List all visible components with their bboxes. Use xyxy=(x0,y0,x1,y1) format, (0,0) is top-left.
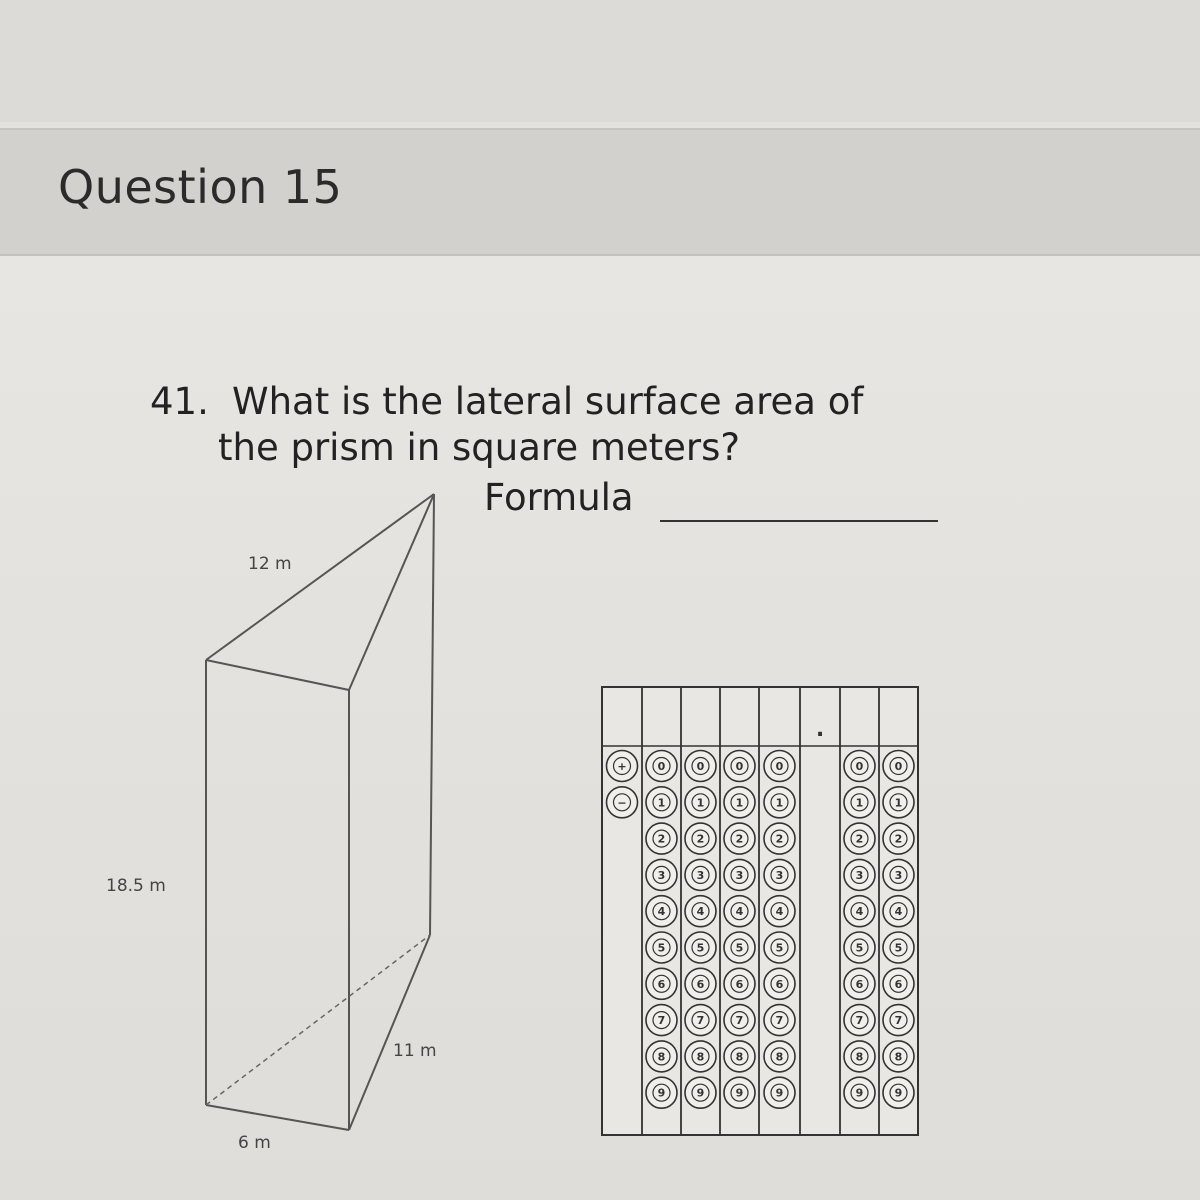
answer-grid-digit-bubble[interactable] xyxy=(844,859,875,890)
answer-grid-digit-bubble[interactable] xyxy=(764,1005,795,1036)
answer-grid-digit-bubble[interactable] xyxy=(764,823,795,854)
bubble-label: 5 xyxy=(775,941,784,955)
answer-grid-digit-bubble[interactable] xyxy=(724,896,755,927)
bubble-label: 3 xyxy=(855,868,864,882)
answer-grid-digit-bubble[interactable] xyxy=(685,1077,716,1108)
answer-grid-digit-bubble[interactable] xyxy=(646,968,677,999)
question-number: 41. xyxy=(150,380,209,423)
bubble-label: 5 xyxy=(855,941,864,955)
bubble-label: 0 xyxy=(894,760,903,773)
bubble-label: 4 xyxy=(696,905,705,919)
answer-grid-digit-bubble[interactable] xyxy=(724,932,755,963)
bubble-label: 0 xyxy=(735,760,744,773)
bubble-label: 7 xyxy=(696,1014,705,1028)
bubble-label: 6 xyxy=(657,977,666,991)
answer-grid-digit-bubble[interactable] xyxy=(724,787,755,818)
answer-grid-digit-bubble[interactable] xyxy=(646,751,677,782)
answer-grid-sign-bubble[interactable] xyxy=(607,787,638,818)
answer-grid-digit-bubble[interactable] xyxy=(883,823,914,854)
answer-grid-digit-bubble[interactable] xyxy=(883,1041,914,1072)
bubble-label: 5 xyxy=(696,941,705,955)
answer-grid-digit-bubble[interactable] xyxy=(646,823,677,854)
answer-grid-digit-bubble[interactable] xyxy=(646,1041,677,1072)
bubble-label: 4 xyxy=(657,905,666,919)
answer-grid-digit-bubble[interactable] xyxy=(883,932,914,963)
question-text-line-2: the prism in square meters? xyxy=(218,426,741,469)
answer-grid-digit-bubble[interactable] xyxy=(724,1041,755,1072)
answer-grid-digit-bubble[interactable] xyxy=(685,823,716,854)
answer-grid-entry-box[interactable] xyxy=(722,689,757,744)
answer-grid-digit-bubble[interactable] xyxy=(883,859,914,890)
bubble-label: 3 xyxy=(894,868,903,882)
answer-grid-digit-bubble[interactable] xyxy=(844,751,875,782)
answer-grid-digit-bubble[interactable] xyxy=(685,1005,716,1036)
answer-grid-digit-bubble[interactable] xyxy=(844,1077,875,1108)
answer-grid-digit-bubble[interactable] xyxy=(685,787,716,818)
bubble-label: 8 xyxy=(775,1050,784,1064)
bubble-label: 9 xyxy=(775,1086,784,1100)
answer-grid-digit-bubble[interactable] xyxy=(844,896,875,927)
bubble-label: − xyxy=(617,796,627,810)
question-title: Question 15 xyxy=(58,160,343,214)
answer-grid-digit-bubble[interactable] xyxy=(724,823,755,854)
answer-grid-digit-bubble[interactable] xyxy=(764,1041,795,1072)
answer-grid-decimal-point: . xyxy=(815,717,825,742)
bubble-label: 0 xyxy=(696,760,705,773)
formula-label: Formula xyxy=(484,476,634,519)
bubble-label: 0 xyxy=(775,760,784,773)
answer-grid-digit-bubble[interactable] xyxy=(646,932,677,963)
bubble-label: 9 xyxy=(657,1086,666,1100)
answer-grid-digit-bubble[interactable] xyxy=(844,1005,875,1036)
answer-grid-entry-box[interactable] xyxy=(881,689,916,744)
answer-grid-digit-bubble[interactable] xyxy=(844,932,875,963)
answer-grid-digit-bubble[interactable] xyxy=(764,968,795,999)
answer-grid-digit-bubble[interactable] xyxy=(844,787,875,818)
answer-grid-entry-box[interactable] xyxy=(761,689,798,744)
answer-grid-digit-bubble[interactable] xyxy=(764,787,795,818)
bubble-label: 4 xyxy=(894,905,903,919)
bubble-label: 8 xyxy=(657,1050,666,1064)
bubble-label: 7 xyxy=(855,1014,864,1028)
bubble-label: 9 xyxy=(855,1086,864,1100)
answer-grid-digit-bubble[interactable] xyxy=(685,968,716,999)
answer-grid-digit-bubble[interactable] xyxy=(764,896,795,927)
bubble-label: 6 xyxy=(775,977,784,991)
answer-grid-digit-bubble[interactable] xyxy=(685,859,716,890)
answer-grid-entry-box[interactable] xyxy=(644,689,679,744)
bubble-label: 4 xyxy=(735,905,744,919)
bubble-label: 5 xyxy=(657,941,666,955)
answer-grid-entry-box[interactable] xyxy=(604,689,640,744)
question-text-line-1: What is the lateral surface area of xyxy=(232,380,864,423)
answer-grid-digit-bubble[interactable] xyxy=(883,968,914,999)
bubble-label: 1 xyxy=(855,796,864,810)
answer-grid-digit-bubble[interactable] xyxy=(724,1077,755,1108)
answer-grid-entry-box[interactable] xyxy=(842,689,877,744)
bubble-label: 1 xyxy=(696,796,705,810)
answer-grid-digit-bubble[interactable] xyxy=(685,932,716,963)
answer-grid-digit-bubble[interactable] xyxy=(883,751,914,782)
bubble-label: 7 xyxy=(657,1014,666,1028)
answer-grid-digit-bubble[interactable] xyxy=(764,932,795,963)
bubble-label: 6 xyxy=(894,977,903,991)
answer-grid-digit-bubble[interactable] xyxy=(764,859,795,890)
bubble-label: 6 xyxy=(855,977,864,991)
answer-grid-digit-bubble[interactable] xyxy=(883,896,914,927)
answer-grid-digit-bubble[interactable] xyxy=(646,859,677,890)
bubble-label: 2 xyxy=(735,832,744,846)
bubble-label: 1 xyxy=(657,796,666,810)
bubble-label: 8 xyxy=(735,1050,744,1064)
label-top-edge: 12 m xyxy=(248,554,292,574)
answer-grid-sign-bubble[interactable] xyxy=(607,751,638,782)
bubble-label: 1 xyxy=(894,796,903,810)
bubble-label: 2 xyxy=(775,832,784,846)
label-side-edge: 11 m xyxy=(393,1041,437,1061)
bubble-label: 8 xyxy=(894,1050,903,1064)
answer-grid-digit-bubble[interactable] xyxy=(764,1077,795,1108)
answer-grid-digit-bubble[interactable] xyxy=(646,1077,677,1108)
label-base-edge: 6 m xyxy=(238,1133,271,1153)
bubble-label: 9 xyxy=(735,1086,744,1100)
bubble-label: 3 xyxy=(657,868,666,882)
answer-grid-digit-bubble[interactable] xyxy=(724,859,755,890)
label-height: 18.5 m xyxy=(106,876,166,896)
bubble-label: 4 xyxy=(855,905,864,919)
bubble-label: 9 xyxy=(696,1086,705,1100)
bubble-label: 2 xyxy=(696,832,705,846)
answer-grid-digit-bubble[interactable] xyxy=(646,896,677,927)
answer-grid-digit-bubble[interactable] xyxy=(724,751,755,782)
answer-grid-entry-box[interactable] xyxy=(683,689,718,744)
answer-grid-digit-bubble[interactable] xyxy=(844,823,875,854)
bubble-label: 1 xyxy=(735,796,744,810)
bubble-label: 6 xyxy=(735,977,744,991)
bubble-label: 7 xyxy=(735,1014,744,1028)
bubble-label: 5 xyxy=(735,941,744,955)
bubble-label: 8 xyxy=(855,1050,864,1064)
answer-grid-digit-bubble[interactable] xyxy=(724,1005,755,1036)
bubble-label: 3 xyxy=(696,868,705,882)
bubble-label: 6 xyxy=(696,977,705,991)
answer-grid-digit-bubble[interactable] xyxy=(685,896,716,927)
answer-grid-digit-bubble[interactable] xyxy=(724,968,755,999)
answer-grid-digit-bubble[interactable] xyxy=(844,1041,875,1072)
bubble-label: 8 xyxy=(696,1050,705,1064)
bubble-label: 3 xyxy=(735,868,744,882)
bubble-label: 7 xyxy=(775,1014,784,1028)
answer-grid-digit-bubble[interactable] xyxy=(685,751,716,782)
answer-grid-digit-bubble[interactable] xyxy=(685,1041,716,1072)
bubble-label: 0 xyxy=(855,760,864,773)
answer-grid-digit-bubble[interactable] xyxy=(883,787,914,818)
bubble-label: 2 xyxy=(894,832,903,846)
answer-grid-digit-bubble[interactable] xyxy=(883,1005,914,1036)
bubble-label: 9 xyxy=(894,1086,903,1100)
bubble-label: 5 xyxy=(894,941,903,955)
answer-grid-digit-bubble[interactable] xyxy=(646,787,677,818)
bubble-label: 3 xyxy=(775,868,784,882)
bubble-label: 0 xyxy=(657,760,666,773)
answer-grid-digit-bubble[interactable] xyxy=(883,1077,914,1108)
bubble-label: 7 xyxy=(894,1014,903,1028)
answer-grid-digit-bubble[interactable] xyxy=(646,1005,677,1036)
bubble-label: 1 xyxy=(775,796,784,810)
bubble-label: 2 xyxy=(657,832,666,846)
bubble-label: 2 xyxy=(855,832,864,846)
answer-grid-digit-bubble[interactable] xyxy=(764,751,795,782)
bubble-label: + xyxy=(617,760,627,773)
answer-grid-digit-bubble[interactable] xyxy=(844,968,875,999)
bubble-label: 4 xyxy=(775,905,784,919)
